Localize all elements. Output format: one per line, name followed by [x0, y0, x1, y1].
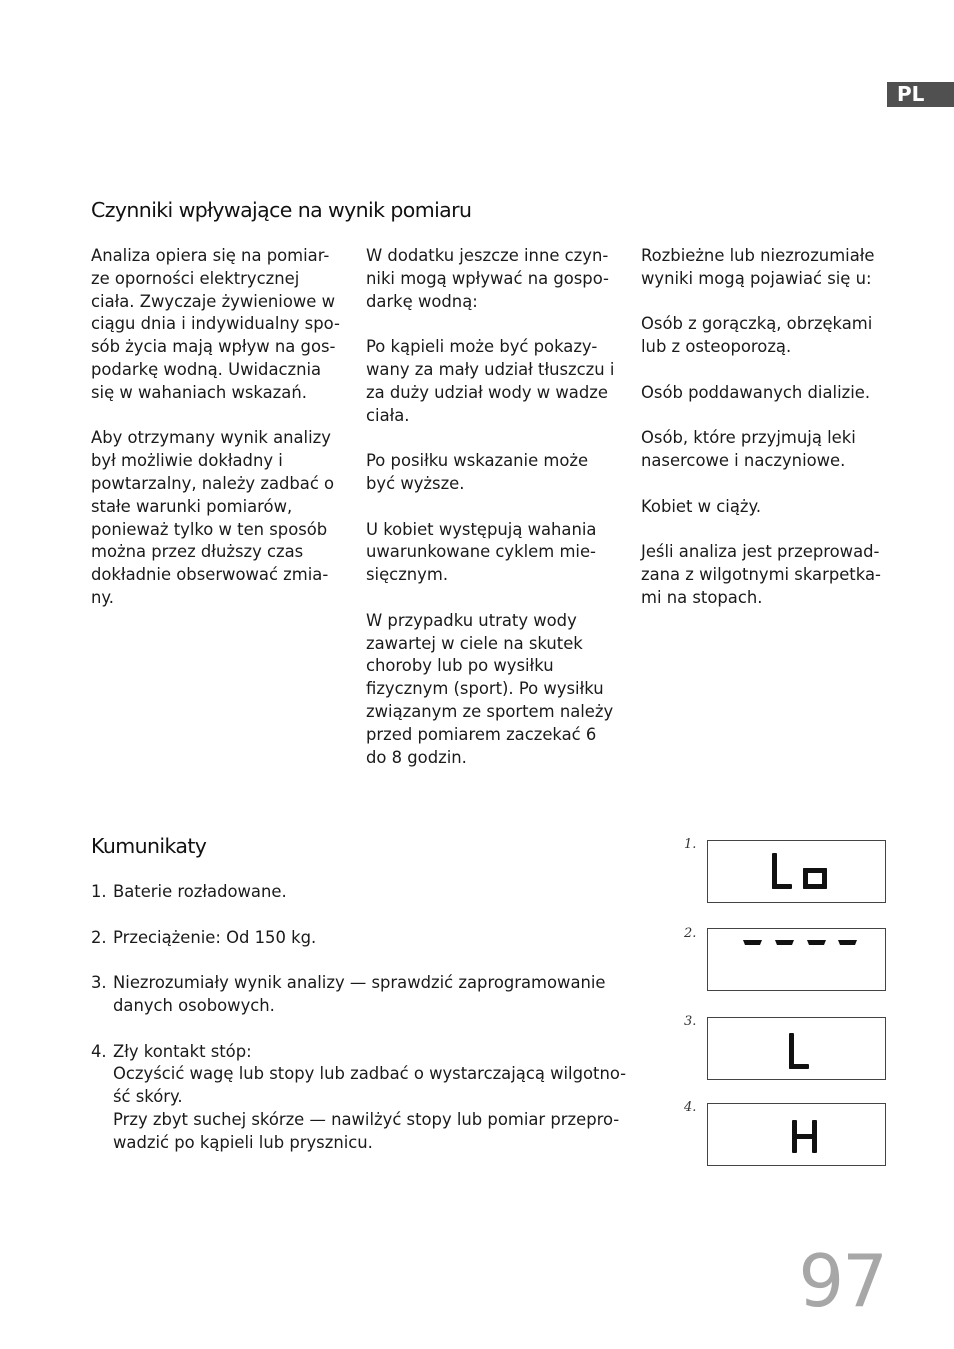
- text-line: lub z osteoporozą.: [641, 337, 792, 357]
- text-line: danych osobowych.: [113, 995, 275, 1015]
- text-line: Osób z gorączką, obrzękami: [641, 314, 873, 334]
- list-number: 4.: [91, 1041, 107, 1061]
- paragraph: [641, 245, 886, 291]
- text-line: ciała. Zwyczaje żywieniowe w: [91, 291, 335, 311]
- list-item: [91, 1041, 631, 1155]
- section-title-messages: Kumunikaty: [91, 834, 207, 858]
- text-line: można przez dłuższy czas: [91, 542, 304, 562]
- paragraph: [641, 427, 886, 473]
- text-line: Zły kontakt stóp:: [113, 1041, 252, 1061]
- text-line: Przy zbyt suchej skórze — nawilżyć stopy lub pomiar przepro-: [113, 1109, 620, 1129]
- lcd-display-bad-contact: [707, 1103, 886, 1166]
- text-line: uwarunkowane cyklem mie-: [366, 542, 596, 562]
- text-line: zana z wilgotnymi skarpetka-: [641, 565, 881, 585]
- display-label: 1.: [684, 837, 697, 852]
- list-item: [91, 927, 631, 950]
- text-line: zawartej w ciele na skutek: [366, 633, 583, 653]
- lcd-dashes-icon: [708, 929, 887, 992]
- column-3: [641, 245, 886, 633]
- text-line: ze oporności elektrycznej: [91, 268, 300, 288]
- paragraph: [641, 382, 886, 405]
- display-label: 4.: [684, 1100, 697, 1115]
- lcd-display-analysis-error: [707, 1017, 886, 1080]
- list-number: 3.: [91, 973, 107, 993]
- text-line: wyniki mogą pojawiać się u:: [641, 268, 872, 288]
- paragraph: [641, 541, 886, 609]
- paragraph: [641, 496, 886, 519]
- text-line: Baterie rozładowane.: [113, 882, 287, 901]
- messages-list: [91, 881, 631, 1177]
- text-line: dokładnie obserwować zmia-: [91, 565, 329, 585]
- text-line: ciała.: [366, 405, 410, 425]
- page-number: 97: [798, 1239, 886, 1323]
- text-line: Przeciążenie: Od 150 kg.: [113, 927, 317, 947]
- lcd-display-overload: [707, 928, 886, 991]
- text-line: Jeśli analiza jest przeprowad-: [641, 542, 880, 562]
- text-line: Oczyścić wagę lub stopy lub zadbać o wystarczającą wilgotno-: [113, 1064, 627, 1084]
- list-number: 1.: [91, 882, 107, 901]
- display-label: 3.: [684, 1014, 697, 1029]
- text-line: za duży udział wody w wadze: [366, 382, 608, 402]
- text-line: sięcznym.: [366, 565, 449, 585]
- text-line: ść skóry.: [113, 1087, 183, 1107]
- text-line: Osób, które przyjmują leki: [641, 428, 856, 448]
- text-line: Po kąpieli może być pokazy-: [366, 337, 598, 357]
- lcd-h-icon: [708, 1104, 887, 1167]
- text-line: darkę wodną:: [366, 291, 478, 311]
- paragraph: [91, 245, 340, 405]
- text-line: Kobiet w ciąży.: [641, 496, 762, 516]
- display-label: 2.: [684, 926, 697, 941]
- paragraph: [366, 336, 615, 427]
- lcd-l-icon: [708, 1018, 887, 1081]
- text-line: powtarzalny, należy zadbać o: [91, 473, 335, 493]
- paragraph: [366, 450, 611, 496]
- text-line: Analiza opiera się na pomiar-: [91, 246, 330, 265]
- text-line: wadzić po kąpieli lub prysznicu.: [113, 1132, 373, 1152]
- text-line: Po posiłku wskazanie może: [366, 451, 589, 471]
- text-line: był możliwie dokładny i: [91, 451, 283, 471]
- text-line: W przypadku utraty wody: [366, 610, 577, 630]
- text-line: stałe warunki pomiarów,: [91, 496, 293, 516]
- text-line: być wyższe.: [366, 473, 465, 493]
- text-line: ponieważ tylko w ten sposób: [91, 519, 328, 539]
- paragraph: [366, 245, 611, 313]
- text-line: związanym ze sportem należy: [366, 701, 614, 721]
- text-line: się w wahaniach wskazań.: [91, 382, 307, 402]
- list-number: 2.: [91, 927, 107, 947]
- text-line: mi na stopach.: [641, 587, 763, 607]
- text-line: ciągu dnia i indywidualny spo-: [91, 314, 340, 334]
- paragraph: [641, 313, 886, 359]
- paragraph: [366, 519, 611, 587]
- paragraph: [91, 427, 336, 609]
- column-1: [91, 245, 340, 633]
- language-tab: PL: [887, 82, 954, 107]
- text-line: Niezrozumiały wynik analizy — sprawdzić zaprogramowanie: [113, 973, 606, 993]
- text-line: nasercowe i naczyniowe.: [641, 451, 846, 471]
- text-line: W dodatku jeszcze inne czyn-: [366, 246, 609, 265]
- text-line: wany za mały udział tłuszczu i: [366, 359, 615, 379]
- list-item: [91, 881, 631, 904]
- text-line: ny.: [91, 587, 114, 607]
- text-line: niki mogą wpływać na gospo-: [366, 268, 609, 288]
- section-title-factors: Czynniki wpływające na wynik pomiaru: [91, 198, 472, 222]
- text-line: U kobiet występują wahania: [366, 519, 597, 539]
- list-item: [91, 972, 631, 1018]
- text-line: sób życia mają wpływ na gos-: [91, 337, 336, 357]
- column-2: [366, 245, 615, 792]
- lcd-display-low-battery: [707, 840, 886, 903]
- paragraph: [366, 610, 614, 770]
- text-line: Osób poddawanych dializie.: [641, 382, 871, 402]
- text-line: choroby lub po wysiłku: [366, 656, 554, 676]
- text-line: Aby otrzymany wynik analizy: [91, 428, 331, 448]
- lcd-lo-icon: [708, 841, 887, 904]
- text-line: fizycznym (sport). Po wysiłku: [366, 679, 604, 699]
- text-line: przed pomiarem zaczekać 6: [366, 724, 597, 744]
- text-line: Rozbieżne lub niezrozumiałe: [641, 246, 875, 265]
- text-line: do 8 godzin.: [366, 747, 467, 767]
- text-line: podarkę wodną. Uwidacznia: [91, 359, 322, 379]
